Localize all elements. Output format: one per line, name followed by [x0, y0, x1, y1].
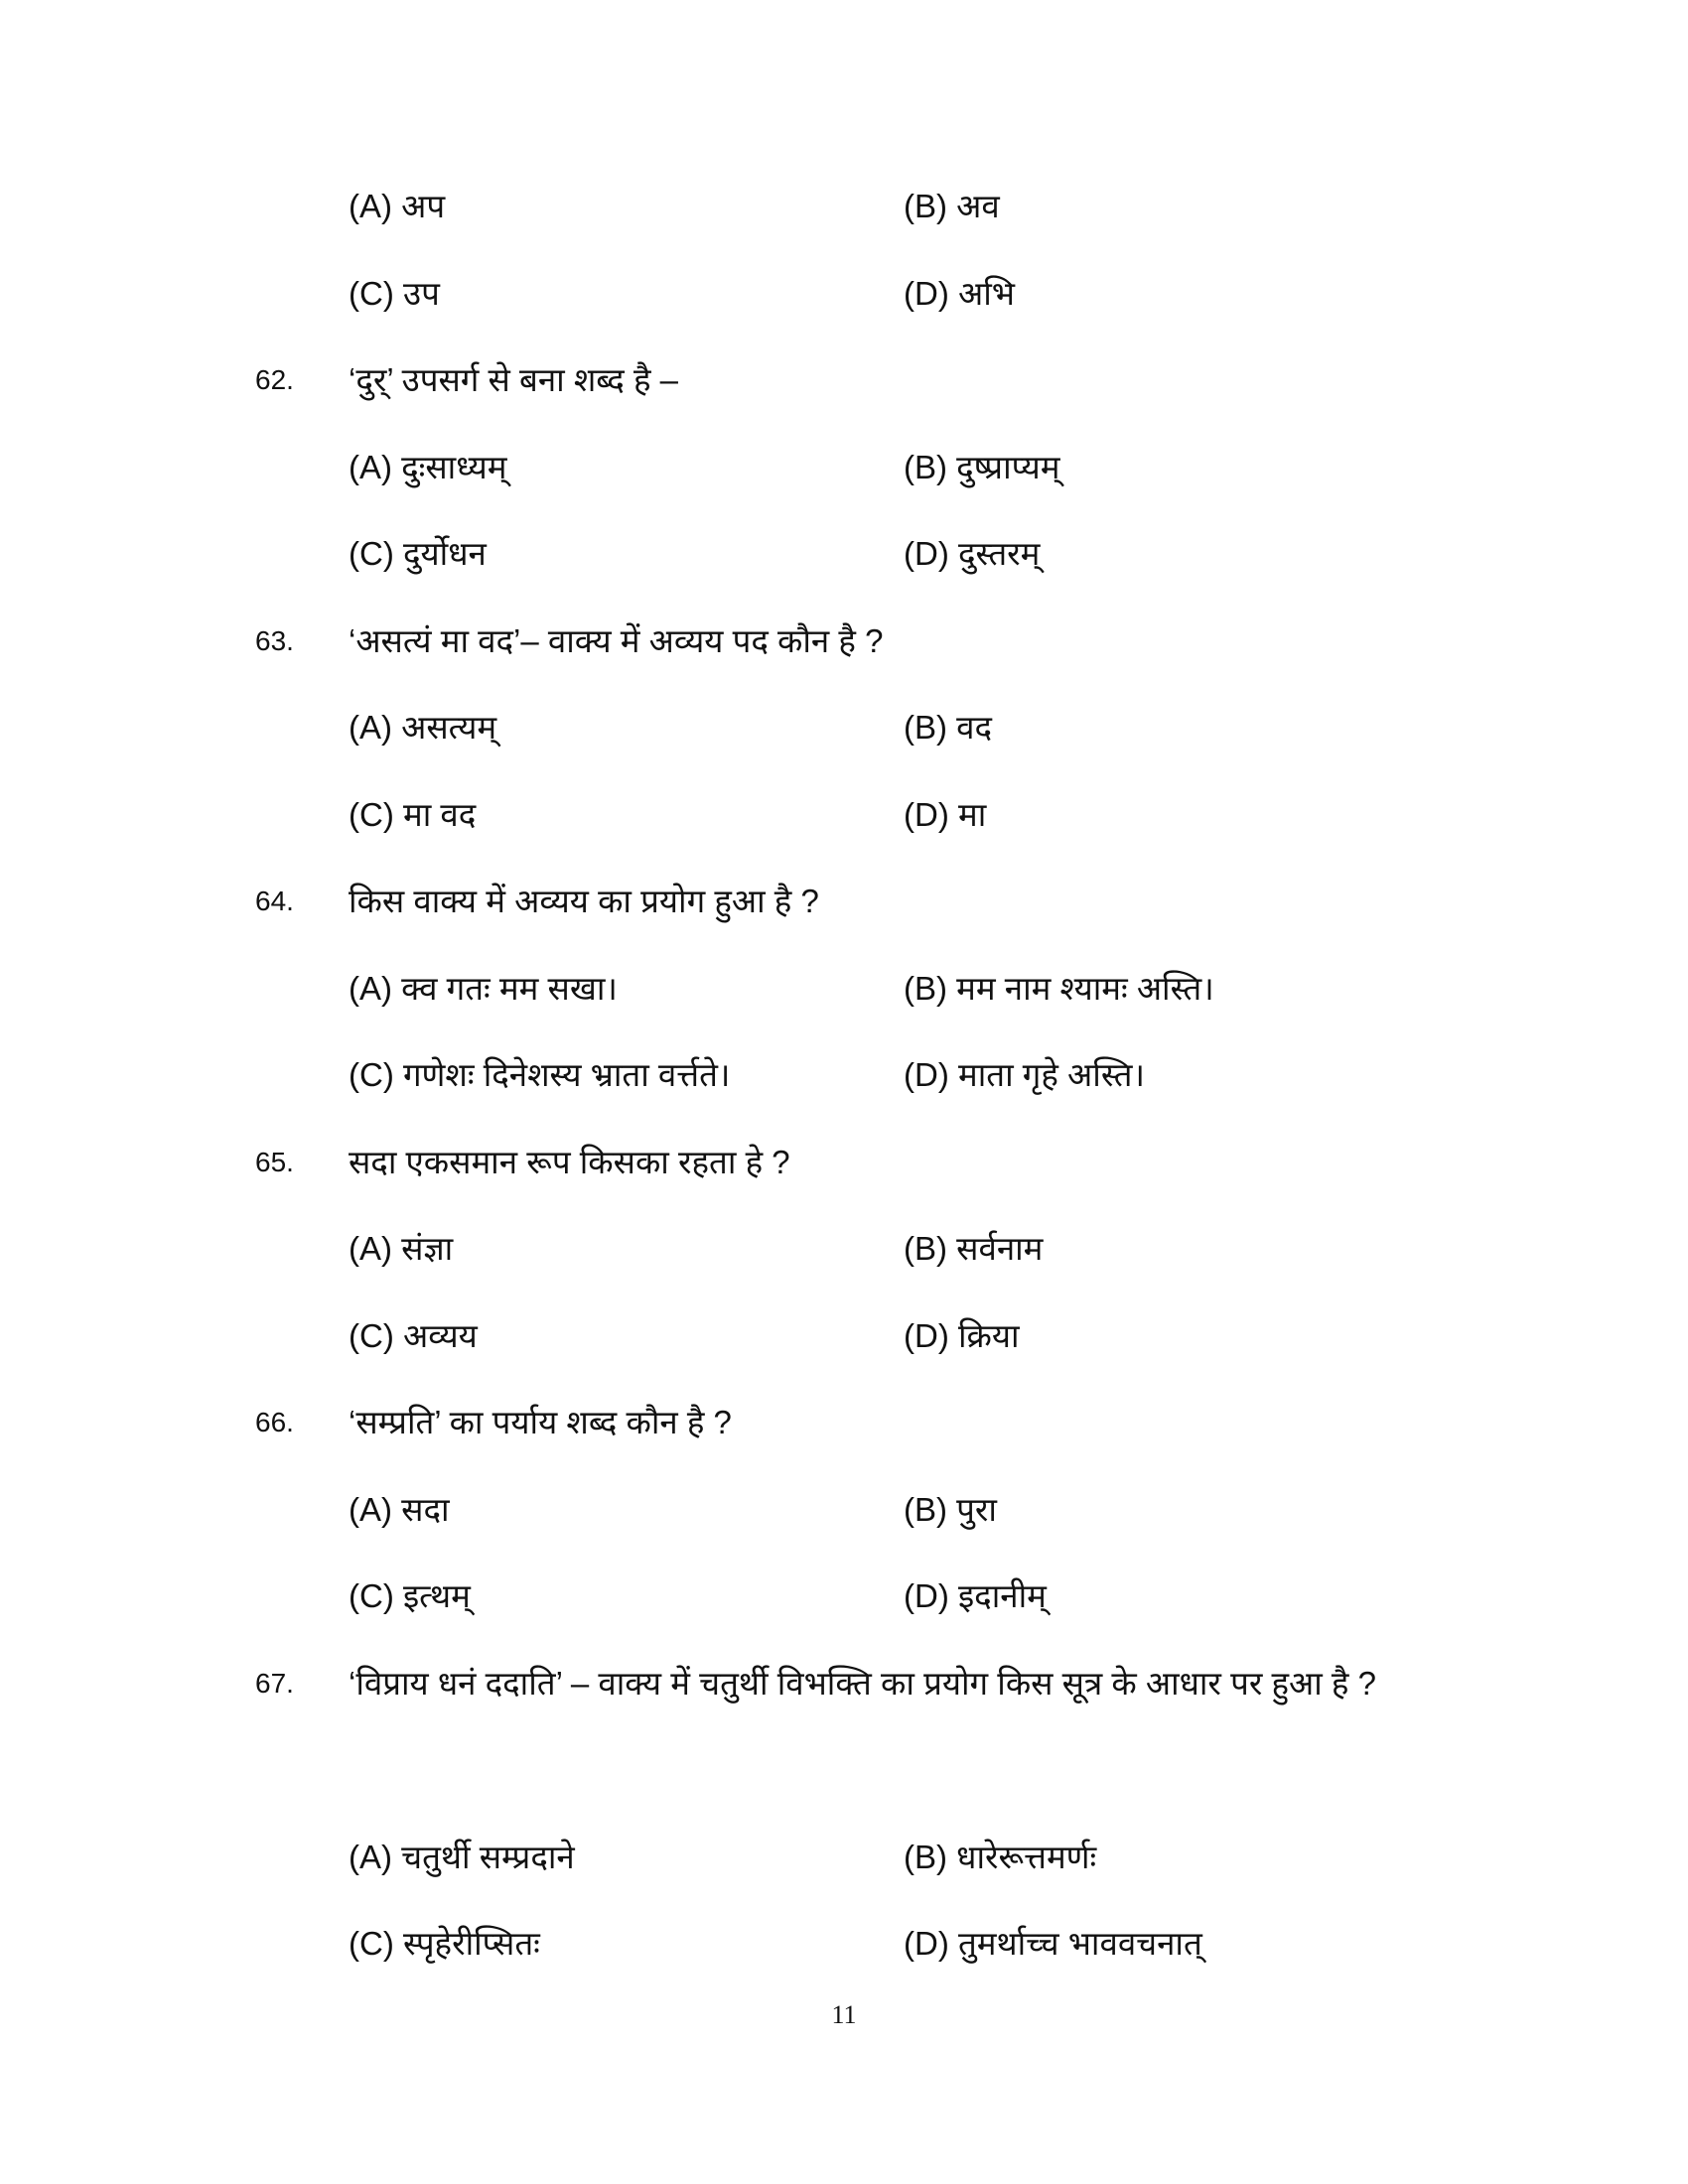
option-b: (B) अव — [904, 188, 1000, 224]
option-d: (D) इदानीम् — [904, 1577, 1047, 1614]
question-text: ‘दुर्’ उपसर्ग से बना शब्द है – — [349, 361, 679, 398]
question-number: 63. — [255, 624, 294, 656]
question-row — [0, 598, 1688, 685]
option-c: (C) उप — [349, 274, 440, 312]
option-row — [0, 1293, 1688, 1380]
question-number: 62. — [255, 364, 294, 395]
question-text: ‘सम्प्रति’ का पर्याय शब्द कौन है ? — [349, 1404, 732, 1440]
option-d: (D) दुस्तरम् — [904, 535, 1041, 572]
option-a: (A) अप — [349, 188, 446, 224]
option-c: (C) दुर्योधन — [349, 535, 487, 572]
option-d: (D) क्रिया — [904, 1316, 1020, 1354]
option-row — [0, 510, 1688, 598]
option-row — [0, 771, 1688, 859]
option-b: (B) मम नाम श्यामः अस्ति। — [904, 969, 1214, 1007]
question-text: किस वाक्य में अव्यय का प्रयोग हुआ है ? — [349, 883, 819, 919]
question-row — [0, 1379, 1688, 1466]
option-c: (C) मा वद — [349, 795, 477, 833]
option-row — [0, 1553, 1688, 1640]
option-b: (B) वद — [904, 709, 993, 746]
option-row — [0, 1466, 1688, 1554]
option-a: (A) असत्यम् — [349, 709, 497, 746]
option-row — [0, 424, 1688, 511]
question-text: ‘असत्यं मा वद’– वाक्य में अव्यय पद कौन है ? — [349, 621, 884, 659]
option-b: (B) सर्वनाम — [904, 1230, 1044, 1267]
question-row — [0, 858, 1688, 945]
option-row — [0, 1900, 1688, 1987]
option-a: (A) सदा — [349, 1490, 450, 1528]
question-number: 65. — [255, 1146, 294, 1177]
page-number: 11 — [831, 2000, 857, 2029]
option-c: (C) स्पृहेरीप्सितः — [349, 1925, 540, 1962]
option-d: (D) माता गृहे अस्ति। — [904, 1056, 1145, 1093]
question-row — [0, 337, 1688, 424]
option-d: (D) तुमर्थाच्च भाववचनात् — [904, 1925, 1202, 1962]
option-a: (A) क्व गतः मम सखा। — [349, 969, 618, 1007]
option-d: (D) मा — [904, 795, 987, 833]
question-number: 64. — [255, 886, 294, 916]
question-row — [0, 1640, 1688, 1814]
option-row — [0, 945, 1688, 1032]
question-row — [0, 1119, 1688, 1206]
option-c: (C) अव्यय — [349, 1316, 478, 1354]
question-number: 66. — [255, 1407, 294, 1437]
question-number: 67. — [255, 1667, 294, 1699]
option-c: (C) इत्थम् — [349, 1577, 471, 1614]
question-text: सदा एकसमान रूप किसका रहता हे ? — [349, 1143, 790, 1180]
option-b: (B) पुरा — [904, 1490, 997, 1528]
option-a: (A) संज्ञा — [349, 1230, 454, 1267]
question-page — [0, 163, 1688, 1987]
option-row — [0, 163, 1688, 250]
option-b: (B) धारेरूत्तमर्णः — [904, 1838, 1097, 1875]
option-c: (C) गणेशः दिनेशस्य भ्राता वर्त्तते। — [349, 1056, 731, 1093]
option-a: (A) चतुर्थी सम्प्रदाने — [349, 1838, 575, 1875]
option-row — [0, 684, 1688, 771]
option-row — [0, 250, 1688, 338]
option-row — [0, 1814, 1688, 1901]
question-text: ‘विप्राय धनं ददाति’ – वाक्य में चतुर्थी विभक्ति का प्रयोग किस सूत्र के आधार पर हुआ है ? — [349, 1664, 1376, 1702]
option-a: (A) दुःसाध्यम् — [349, 448, 507, 485]
option-b: (B) दुष्प्राप्यम् — [904, 448, 1060, 485]
option-row — [0, 1205, 1688, 1293]
option-d: (D) अभि — [904, 274, 1015, 312]
option-row — [0, 1031, 1688, 1119]
